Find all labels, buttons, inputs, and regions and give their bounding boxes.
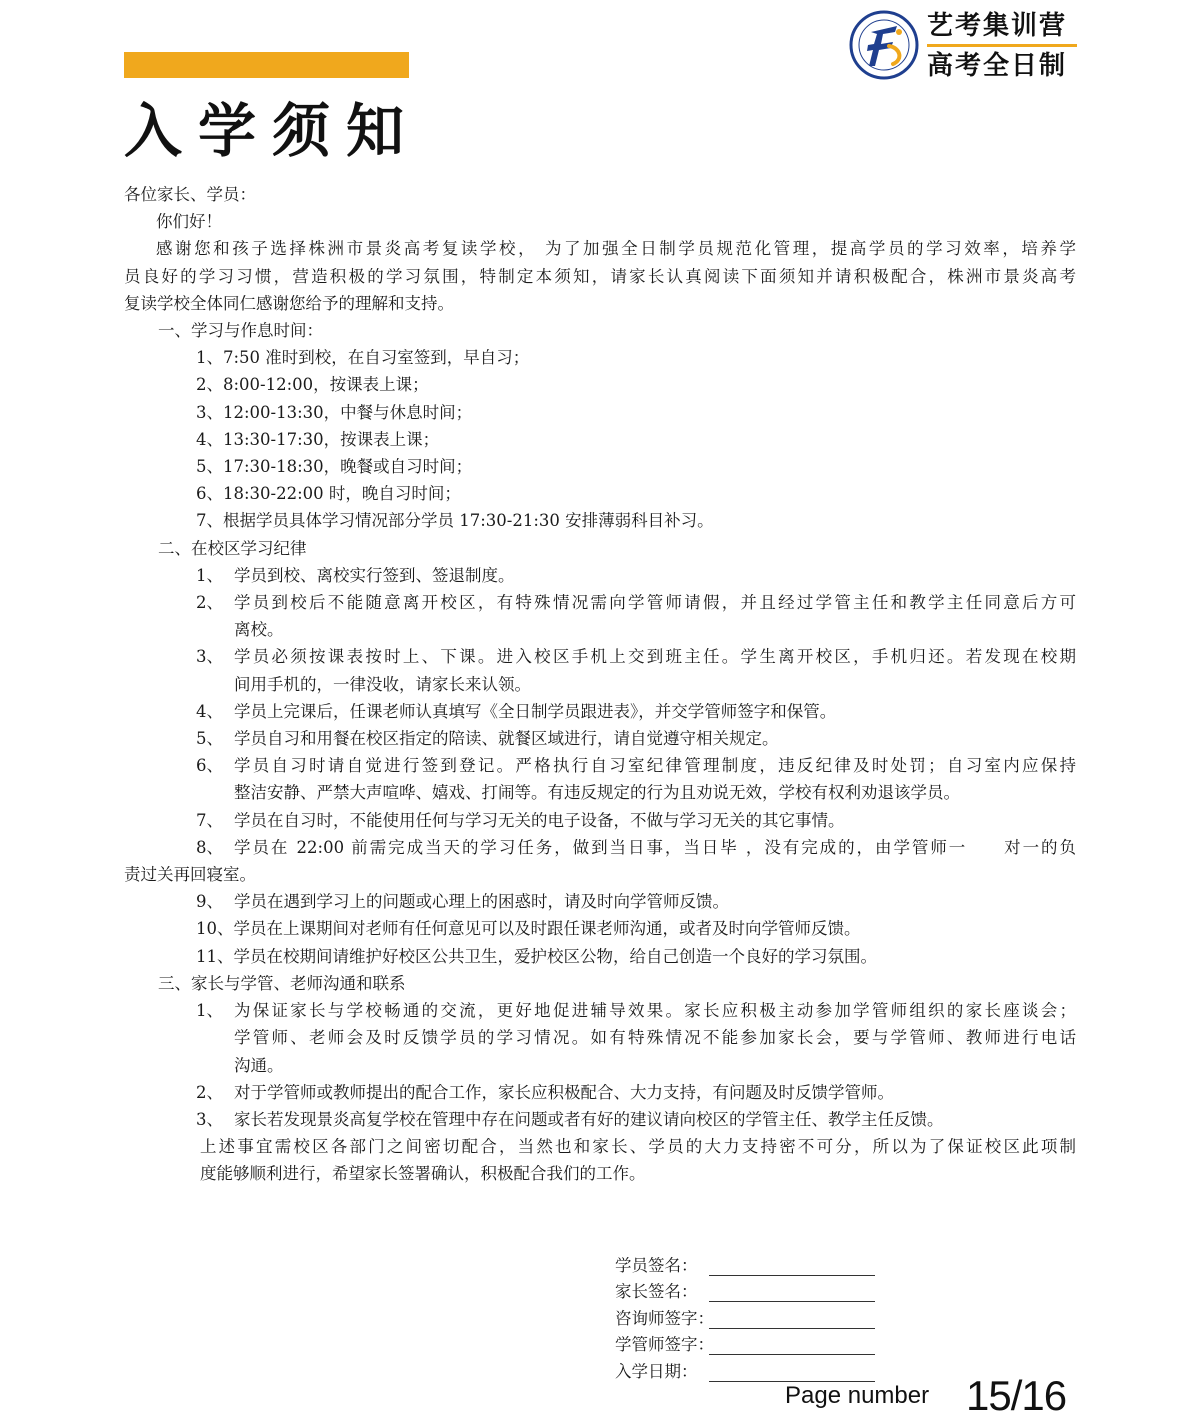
- schedule-item: 7、根据学员具体学习情况部分学员 17:30-21:30 安排薄弱科目补习。: [196, 511, 714, 531]
- contact-number: 2、: [196, 1082, 223, 1102]
- intro-line-1: 感谢您和孩子选择株洲市景炎高考复读学校， 为了加强全日制学员规范化管理，提高学员的学习效率，培养学: [156, 239, 1076, 259]
- signature-label: 学员签名：: [615, 1255, 698, 1275]
- rule-continuation: 整洁安静、严禁大声喧哗、嬉戏、打闹等。有违反规定的行为且劝说无效，学校有权利劝退该学员。: [234, 783, 960, 803]
- closing-line-2: 度能够顺利进行，希望家长签署确认，积极配合我们的工作。: [200, 1164, 646, 1184]
- rule-item: [124, 725, 1076, 752]
- contact-number: 1、: [196, 1001, 223, 1021]
- rule-number: 6、: [196, 756, 223, 776]
- rule-item: [124, 562, 1076, 589]
- rule-item: [124, 698, 1076, 725]
- contact-item: [124, 997, 1076, 1024]
- school-emblem-icon: [849, 10, 919, 80]
- brand-bar: [124, 52, 409, 78]
- rule-number: 2、: [196, 593, 223, 613]
- signature-label: 咨询师签字：: [615, 1308, 714, 1328]
- contact-number: 3、: [196, 1109, 223, 1129]
- rule-number: 3、: [196, 647, 223, 667]
- rule-item: [124, 807, 1076, 834]
- rule-item: [124, 834, 1076, 861]
- rule-number: 4、: [196, 701, 223, 721]
- brand-divider: [927, 44, 1077, 47]
- student-signature-field[interactable]: [709, 1258, 875, 1276]
- rule-item: [124, 888, 1076, 915]
- signature-label: 家长签名：: [615, 1282, 698, 1301]
- schedule-item: 6、18:30-22:00 时，晚自习时间；: [196, 484, 461, 504]
- manager-signature-field[interactable]: [709, 1337, 875, 1355]
- rule-item: 11、学员在校期间请维护好校区公共卫生，爱护校区公物，给自己创造一个良好的学习氛围。: [196, 946, 877, 966]
- signature-row-student: [615, 1249, 915, 1276]
- rule-item: [124, 643, 1076, 670]
- contact-continuation: 沟通。: [234, 1055, 284, 1075]
- contact-text: 对于学管师或教师提出的配合工作，家长应积极配合、大力支持，有问题及时反馈学管师。: [234, 1082, 894, 1102]
- enrollment-date-field[interactable]: [709, 1364, 875, 1382]
- rule-number: 5、: [196, 729, 223, 749]
- notice-body: [124, 181, 1076, 1188]
- rule-continuation: 离校。: [234, 620, 284, 640]
- signature-row-parent: [615, 1276, 915, 1303]
- signature-label: 入学日期：: [615, 1361, 698, 1381]
- contact-item: [124, 1106, 1076, 1133]
- signature-block: [615, 1249, 915, 1382]
- intro-line-2: 员良好的学习习惯，营造积极的学习氛围，特制定本须知，请家长认真阅读下面须知并请积极配合，株洲市景炎高考: [124, 266, 1076, 286]
- rule-text: 学员自习和用餐在校区指定的陪读、就餐区域进行，请自觉遵守相关规定。: [234, 729, 779, 749]
- rule-text: 学员在 22:00 前需完成当天的学习任务，做到当日事，当日毕 ，没有完成的，由学管师一 对一的负: [234, 837, 1076, 857]
- salutation: 各位家长、学员：: [124, 185, 256, 204]
- rule-item: 10、学员在上课期间对老师有任何意见可以及时跟任课老师沟通，或者及时向学管师反馈。: [196, 919, 861, 939]
- schedule-item: 4、13:30-17:30，按课表上课；: [196, 429, 440, 449]
- greeting: 你们好！: [156, 212, 222, 232]
- rule-text: 学员到校、离校实行签到、签退制度。: [234, 565, 515, 585]
- page-title: 入学须知: [124, 97, 421, 165]
- schedule-item: 3、12:00-13:30，中餐与休息时间；: [196, 402, 473, 422]
- rule-item: [124, 589, 1076, 616]
- page-number-value: 15/16: [966, 1372, 1067, 1419]
- signature-label: 学管师签字：: [615, 1335, 714, 1354]
- schedule-item: 5、17:30-18:30，晚餐或自习时间；: [196, 457, 473, 477]
- section-3-heading: 三、家长与学管、老师沟通和联系: [158, 973, 406, 993]
- consultant-signature-field[interactable]: [709, 1311, 875, 1329]
- signature-row-date: [615, 1355, 915, 1382]
- brand-line-2: 高考全日制: [927, 51, 1068, 81]
- rule-continuation: 间用手机的，一律没收，请家长来认领。: [234, 674, 531, 694]
- brand-line-1: 艺考集训营: [927, 11, 1068, 41]
- brand-text: [927, 10, 1087, 82]
- schedule-item: 2、8:00-12:00，按课表上课；: [196, 375, 429, 395]
- schedule-item: 1、7:50 准时到校，在自习室签到，早自习；: [196, 348, 530, 368]
- rule-number: 9、: [196, 892, 223, 912]
- rule-text: 学员自习时请自觉进行签到登记。严格执行自习室纪律管理制度，违反纪律及时处罚；自习室内应保持: [234, 756, 1076, 776]
- rule-text: 学员必须按课表按时上、下课。进入校区手机上交到班主任。学生离开校区，手机归还。若发现在校期: [234, 647, 1076, 667]
- section-2-heading: 二、在校区学习纪律: [158, 538, 307, 558]
- section-1-heading: 一、学习与作息时间：: [158, 321, 323, 341]
- rule-number: 1、: [196, 565, 223, 585]
- contact-text: 家长若发现景炎高复学校在管理中存在问题或者有好的建议请向校区的学管主任、教学主任反馈。: [234, 1109, 944, 1129]
- rule-number: 7、: [196, 810, 223, 830]
- contact-text: 为保证家长与学校畅通的交流，更好地促进辅导效果。家长应积极主动参加学管师组织的家长座谈会；: [234, 1001, 1076, 1021]
- signature-row-consultant: [615, 1302, 915, 1329]
- parent-signature-field[interactable]: [709, 1284, 875, 1302]
- contact-item: [124, 1079, 1076, 1106]
- rule-text: 学员到校后不能随意离开校区，有特殊情况需向学管师请假，并且经过学管主任和教学主任同意后方可: [234, 593, 1076, 613]
- rule-item: [124, 752, 1076, 779]
- contact-continuation: 学管师、老师会及时反馈学员的学习情况。如有特殊情况不能参加家长会，要与学管师、教师进行电话: [234, 1028, 1076, 1048]
- rule-number: 8、: [196, 837, 223, 857]
- rule-continuation: 责过关再回寝室。: [124, 865, 256, 885]
- rule-text: 学员上完课后，任课老师认真填写《全日制学员跟进表》，并交学管师签字和保管。: [234, 701, 837, 721]
- signature-row-manager: [615, 1329, 915, 1356]
- closing-line-1: 上述事宜需校区各部门之间密切配合，当然也和家长、学员的大力支持密不可分，所以为了保证校区此项制: [200, 1137, 1076, 1157]
- intro-line-3: 复读学校全体同仁感谢您给予的理解和支持。: [124, 293, 454, 313]
- rule-text: 学员在自习时，不能使用任何与学习无关的电子设备，不做与学习无关的其它事情。: [234, 810, 845, 830]
- rule-text: 学员在遇到学习上的问题或心理上的困惑时，请及时向学管师反馈。: [234, 892, 729, 912]
- page-number-label: Page number: [785, 1382, 930, 1409]
